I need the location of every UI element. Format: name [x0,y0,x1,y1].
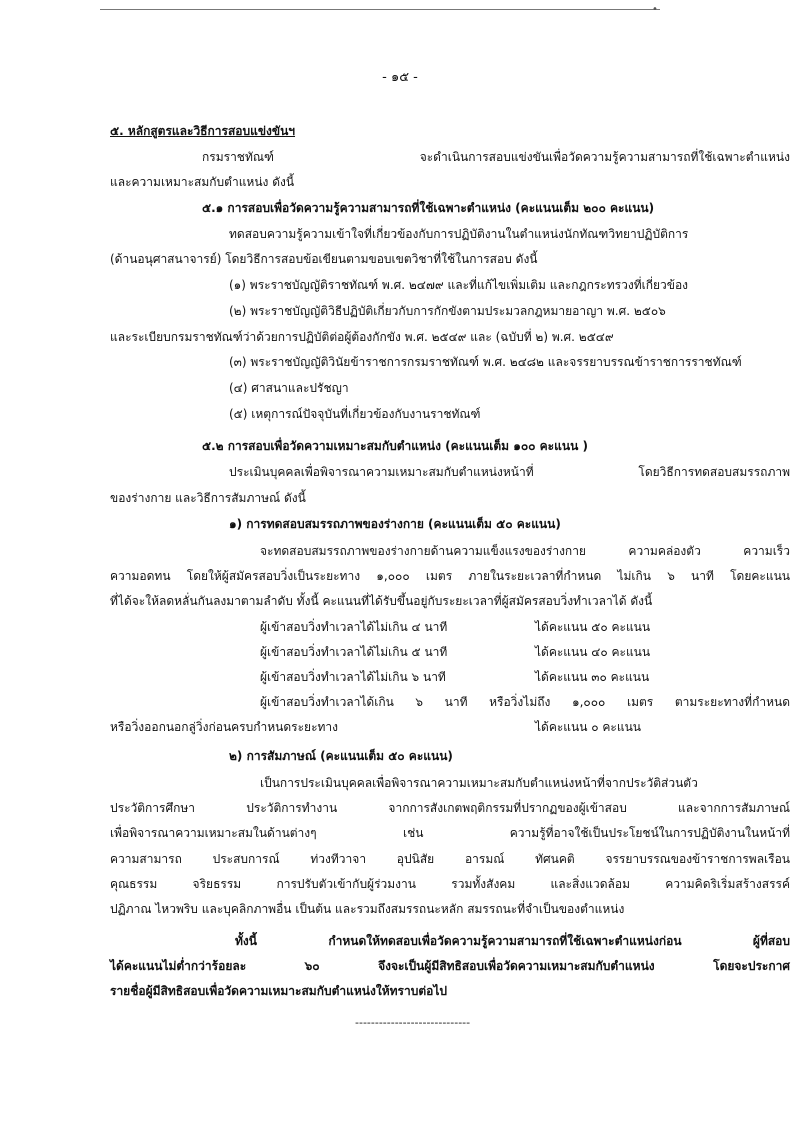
run-score-condition: ผู้เข้าสอบวิ่งทำเวลาได้ไม่เกิน ๖ นาที [260,670,446,684]
conclusion-line: ได้คะแนนไม่ต่ำกว่าร้อยละ ๖๐ จึงจะเป็นผู้มีสิทธิสอบเพื่อวัดความเหมาะสมกับตำแหน่ง โดยจะประกาศ [110,959,790,973]
subsection-1-desc-line-1: ทดสอบความรู้ความเข้าใจที่เกี่ยวข้องกับการปฏิบัติงานในตำแหน่งนักทัณฑวิทยาปฏิบัติการ [229,227,689,241]
subsection-1-heading: ๕.๑ การสอบเพื่อวัดความรู้ความสามารถที่ใช้เฉพาะตำแหน่ง (คะแนนเต็ม ๒๐๐ คะแนน) [202,201,655,215]
run-score-value: ได้คะแนน ๕๐ คะแนน [535,620,651,634]
interview-paragraph-line: เป็นการประเมินบุคคลเพื่อพิจารณาความเหมาะสมกับตำแหน่งหน้าที่จากประวัติส่วนตัว [260,776,698,790]
run-score-value: ได้คะแนน ๐ คะแนน [535,720,642,734]
exam-subject-item: (๑) พระราชบัญญัติราชทัณฑ์ พ.ศ. ๒๔๗๙ และที่แก้ไขเพิ่มเติม และกฎกระทรวงที่เกี่ยวข้อง [229,278,689,292]
run-score-value: ได้คะแนน ๓๐ คะแนน [535,670,650,684]
physical-test-heading: ๑) การทดสอบสมรรถภาพของร่างกาย (คะแนนเต็ม ๕๐ คะแนน) [229,517,561,531]
subsection-1-desc-line-2: (ด้านอนุศาสนาจารย์) โดยวิธีการสอบข้อเขียนตามขอบเขตวิชาที่ใช้ในการสอบ ดังนี้ [110,252,538,266]
exam-subject-item-continued: และระเบียบกรมราชทัณฑ์ว่าด้วยการปฏิบัติต่อผู้ต้องกักขัง พ.ศ. ๒๕๔๙ และ (ฉบับที่ ๒) พ.ศ. ๒๕๔๙ [110,330,614,344]
conclusion-line: ทั้งนี้ กำหนดให้ทดสอบเพื่อวัดความรู้ความสามารถที่ใช้เฉพาะตำแหน่งก่อน ผู้ที่สอบ [235,934,790,948]
subsection-2-heading: ๕.๒ การสอบเพื่อวัดความเหมาะสมกับตำแหน่ง (คะแนนเต็ม ๑๐๐ คะแนน ) [202,439,588,453]
run-score-value: ได้คะแนน ๔๐ คะแนน [535,645,651,659]
exam-subject-item: (๓) พระราชบัญญัติวินัยข้าราชการกรมราชทัณฑ์ พ.ศ. ๒๔๘๒ และจรรยาบรรณข้าราชการราชทัณฑ์ [229,355,742,369]
section-intro-line-1: กรมราชทัณฑ์ จะดำเนินการสอบแข่งขันเพื่อวัดความรู้ความสามารถที่ใช้เฉพาะตำแหน่ง [202,150,790,164]
interview-paragraph-line: ความสามารถ ประสบการณ์ ท่วงทีวาจา อุปนิสัย อารมณ์ ทัศนคติ จรรยาบรรณของข้าราชการพลเรือน [110,852,790,866]
section-heading: ๕. หลักสูตรและวิธีการสอบแข่งขันฯ [110,124,296,138]
subsection-2-desc-line-1: ประเมินบุคคลเพื่อพิจารณาความเหมาะสมกับตำแหน่งหน้าที่ โดยวิธีการทดสอบสมรรถภาพ [229,465,790,479]
physical-test-paragraph-line: จะทดสอบสมรรถภาพของร่างกายด้านความแข็งแรงของร่างกาย ความคล่องตัว ความเร็ว [260,544,790,558]
exam-subject-item: (๔) ศาสนาและปรัชญา [229,381,349,395]
top-edge-line [100,9,660,10]
run-score-condition: ผู้เข้าสอบวิ่งทำเวลาได้ไม่เกิน ๔ นาที [260,620,448,634]
subsection-2-desc-line-2: ของร่างกาย และวิธีการสัมภาษณ์ ดังนี้ [110,491,306,505]
top-edge-mark: • [652,4,658,15]
interview-paragraph-line: เพื่อพิจารณาความเหมาะสมในด้านต่างๆ เช่น ความรู้ที่อาจใช้เป็นประโยชน์ในการปฏิบัติงานในหน้าที่ [110,826,790,840]
run-score-condition: ผู้เข้าสอบวิ่งทำเวลาได้ไม่เกิน ๕ นาที [260,645,448,659]
interview-paragraph-line: ประวัติการศึกษา ประวัติการทำงาน จากการสังเกตพฤติกรรมที่ปรากฏของผู้เข้าสอบ และจากการสัมภาษณ์ [110,801,790,815]
conclusion-line: รายชื่อผู้มีสิทธิสอบเพื่อวัดความเหมาะสมกับตำแหน่งให้ทราบต่อไป [110,984,447,998]
page-number: - ๑๕ - [382,70,418,85]
physical-test-paragraph-line: ความอดทน โดยให้ผู้สมัครสอบวิ่งเป็นระยะทาง ๑,๐๐๐ เมตร ภายในระยะเวลาที่กำหนด ไม่เกิน ๖ นาที โดยคะแนน [110,569,790,583]
run-score-condition-continued: หรือวิ่งออกนอกลู่วิ่งก่อนครบกำหนดระยะทาง [110,720,339,734]
physical-test-paragraph-line: ที่ได้จะให้ลดหลั่นกันลงมาตามลำดับ ทั้งนี้ คะแนนที่ได้รับขึ้นอยู่กับระยะเวลาที่ผู้สมัครสอบวิ่งทำเวลาได้ ดังนี้ [110,594,653,608]
interview-paragraph-line: คุณธรรม จริยธรรม การปรับตัวเข้ากับผู้ร่วมงาน รวมทั้งสังคม และสิ่งแวดล้อม ความคิดริเริ่มสร้างสรรค์ [110,877,790,891]
exam-subject-item: (๕) เหตุการณ์ปัจจุบันที่เกี่ยวข้องกับงานราชทัณฑ์ [229,407,481,421]
end-divider: ----------------------------- [355,1016,471,1029]
interview-heading: ๒) การสัมภาษณ์ (คะแนนเต็ม ๕๐ คะแนน) [229,749,453,763]
interview-paragraph-line: ปฏิภาณ ไหวพริบ และบุคลิกภาพอื่น เป็นต้น และรวมถึงสมรรถนะหลัก สมรรถนะที่จำเป็นของตำแหน่ง [110,902,625,916]
run-score-condition: ผู้เข้าสอบวิ่งทำเวลาได้เกิน ๖ นาที หรือวิ่งไม่ถึง ๑,๐๐๐ เมตร ตามระยะทางที่กำหนด [260,695,790,709]
section-intro-line-2: และความเหมาะสมกับตำแหน่ง ดังนี้ [110,175,295,189]
exam-subject-item: (๒) พระราชบัญญัติวิธีปฏิบัติเกี่ยวกับการกักขังตามประมวลกฎหมายอาญา พ.ศ. ๒๕๐๖ [229,304,666,318]
